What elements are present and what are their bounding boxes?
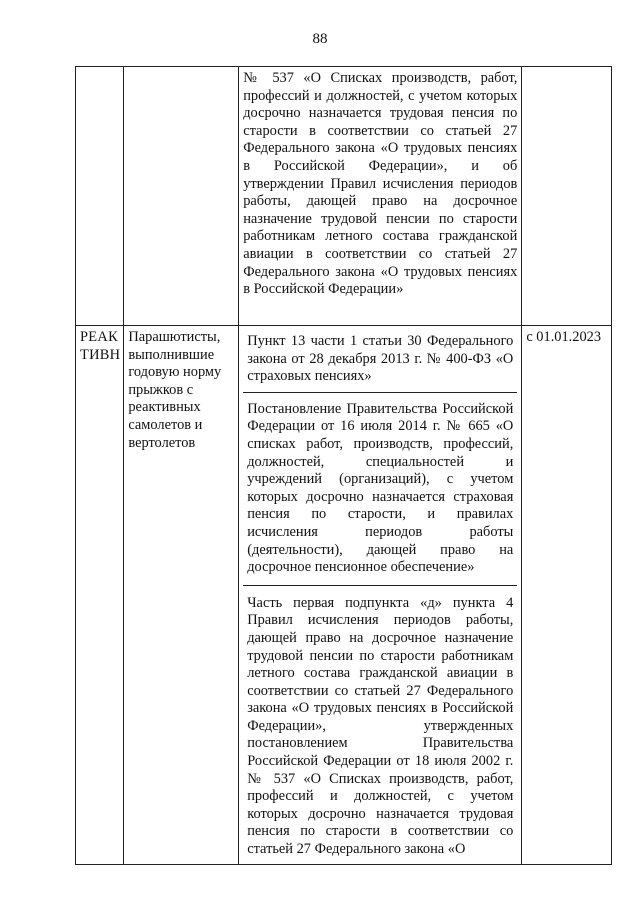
legal-basis-item: Пункт 13 части 1 статьи 30 Федерального закона от 28 декабря 2013 г. № 400-ФЗ «О страховых пенсиях»	[243, 329, 517, 393]
regulation-table	[75, 66, 612, 865]
page-number: 88	[312, 31, 328, 47]
effective-date: с 01.01.2023	[526, 329, 602, 345]
legal-basis-item: Часть первая подпункта «д» пункта 4 Правил исчисления периодов работы, дающей право на досрочное назначение трудовой пенсии по старости работникам летного состава гражданской авиации в соответствии со статьей 27 Федерального закона «О трудовых пенсиях в Российской Федерации», утвержденных постановлением Правительства Российской Федерации от 18 июля 2002 г. № 537 «О Списках производств, работ, профессий и должностей, с учетом которых досрочно назначается трудовая пенсия по старости в соответствии со статьей 27 Федерального закона «О	[247, 594, 514, 858]
date-cell	[522, 326, 612, 865]
legal-basis-cell: № 537 «О Списках производств, работ, профессий и должностей, с учетом которых досрочно назначается трудовая пенсия по старости в соответствии со статьей 27 Федерального закона «О трудовых пенсиях в Российской Федерации», и об утверждении Правил исчисления периодов работы, дающей право на досрочное назначение трудовой пенсии по старости работникам летного состава гражданской авиации в соответствии со статьей 27 Федерального закона «О трудовых пенсиях в Российской Федерации»	[239, 67, 522, 326]
table-row	[76, 67, 612, 326]
legal-basis-cell	[239, 326, 522, 865]
date-cell	[522, 67, 612, 326]
table-row	[76, 326, 612, 865]
code-cell	[76, 326, 124, 865]
description-cell: Парашютисты, выполнившие годовую норму прыжков с реактивных самолетов и вертолетов	[124, 326, 239, 865]
code-line: РЕАК	[80, 329, 118, 345]
code-cell	[76, 67, 124, 326]
code-line: ТИВН	[80, 346, 121, 363]
description-cell	[124, 67, 239, 326]
legal-basis-item: Постановление Правительства Российской Федерации от 16 июля 2014 г. № 665 «О списках работ, производств, профессий, должностей, специальностей и учреждений (организаций), с учетом которых досрочно назначается страховая пенсия по старости, и правилах исчисления периодов работы (деятельности), дающей право на досрочное пенсионное обеспечение»	[243, 393, 517, 586]
